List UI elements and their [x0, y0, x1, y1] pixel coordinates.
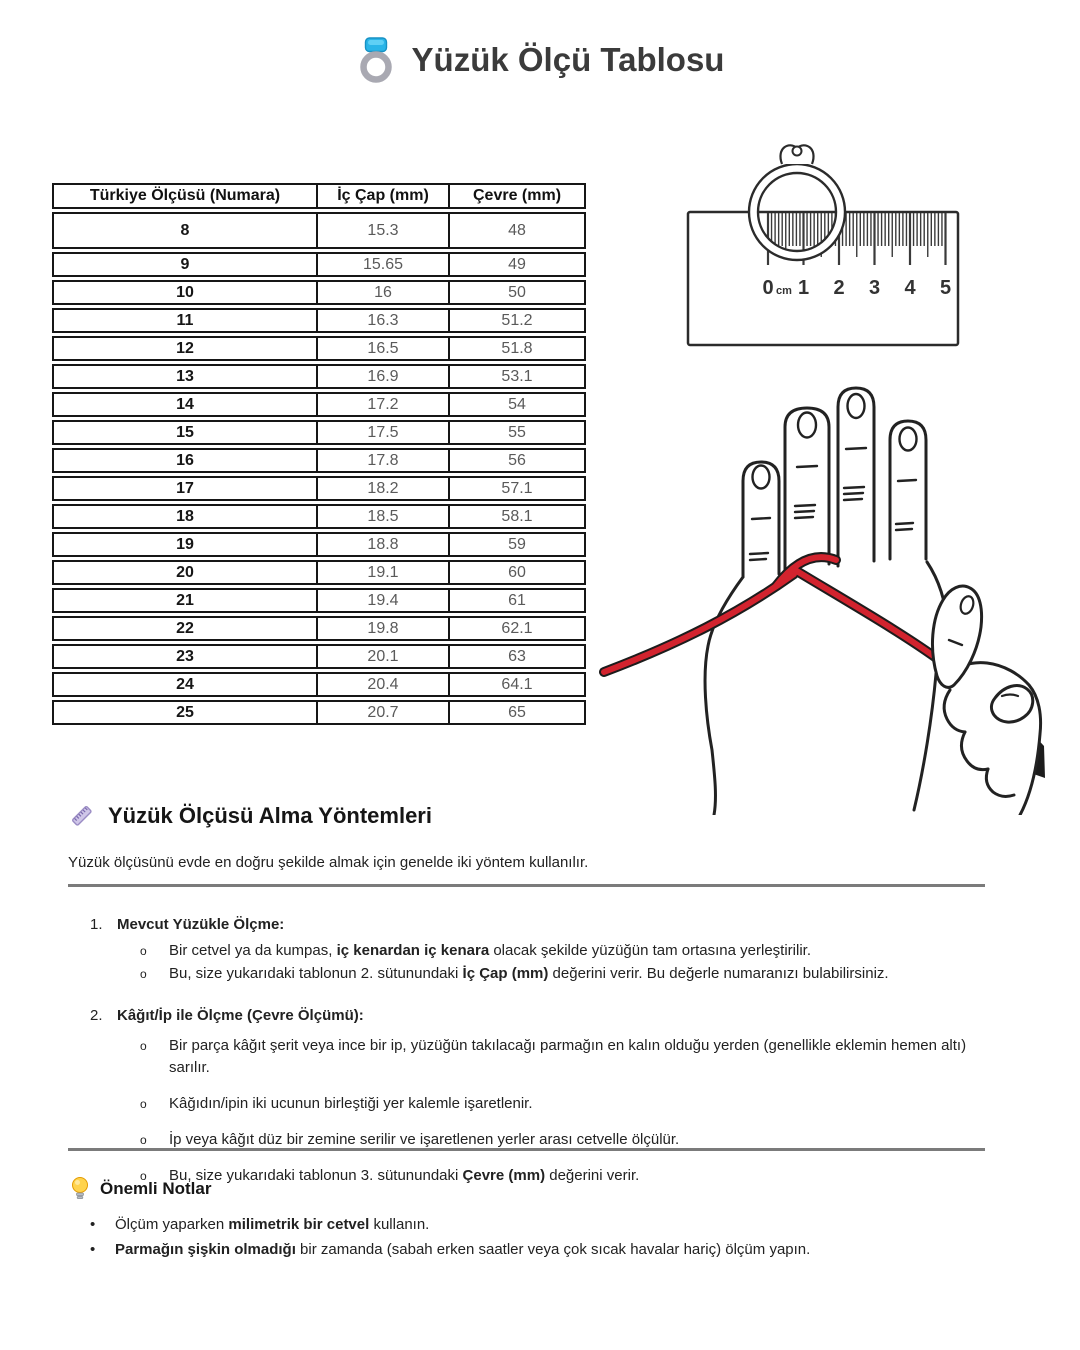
list-item: [140, 1035, 980, 1079]
list-item: [90, 1239, 980, 1261]
table-row: 19 18.8 59: [52, 532, 586, 557]
col-header-diameter: İç Çap (mm): [318, 183, 450, 209]
ruler-label-1: 1: [797, 277, 810, 299]
table-row: 13 16.9 53.1: [52, 364, 586, 389]
bullet-marker: o: [140, 1133, 147, 1147]
ruler-label-4: 4: [904, 277, 916, 299]
ruler-label-5: 5: [939, 277, 952, 299]
item-bullets: [140, 940, 980, 985]
size-table-body: [52, 212, 586, 725]
methods-intro: Yüzük ölçüsünü evde en doğru şekilde almak için genelde iki yöntem kullanılır.: [68, 854, 589, 871]
table-row: 16 17.8 56: [52, 448, 586, 473]
ruler-label-2: 2: [833, 277, 845, 299]
list-item: [140, 963, 980, 985]
item-bullets: [140, 1035, 980, 1187]
bullet-marker: o: [140, 1097, 147, 1111]
page-title: Yüzük Ölçü Tablosu: [411, 40, 725, 78]
table-row: 25 20.7 65: [52, 700, 586, 725]
table-row: 10 16 50: [52, 280, 586, 305]
page-title-row: [0, 36, 1080, 83]
divider: [68, 1148, 985, 1151]
bullet-text: Ölçüm yaparken milimetrik bir cetvel kullanın.: [115, 1216, 430, 1233]
table-row: 24 20.4 64.1: [52, 672, 586, 697]
bullet-text: Bu, size yukarıdaki tablonun 2. sütunundaki İç Çap (mm) değerini verir. Bu değerle numaranızı bulabilirsiniz.: [169, 965, 889, 982]
list-item: [90, 1214, 980, 1236]
methods-heading: Yüzük Ölçüsü Alma Yöntemleri: [108, 803, 432, 828]
bullet-text: Parmağın şişkin olmadığı bir zamanda (sabah erken saatler veya çok sıcak havalar hariç) ölçüm yapın.: [115, 1241, 811, 1258]
bullet-marker: •: [90, 1216, 96, 1233]
bullet-text: Kâğıdın/ipin iki ucunun birleştiği yer kalemle işaretlenir.: [169, 1095, 533, 1112]
notes-heading: Önemli Notlar: [100, 1179, 212, 1198]
methods-heading-row: [68, 802, 432, 830]
ring-size-table: [52, 180, 586, 728]
table-row: 22 19.8 62.1: [52, 616, 586, 641]
item-title: Mevcut Yüzükle Ölçme:: [117, 916, 285, 933]
notes-list: [90, 1214, 980, 1264]
ruler-unit-label: cm: [776, 285, 792, 297]
bullet-text: İp veya kâğıt düz bir zemine serilir ve işaretlenen yerler arası cetvelle ölçülür.: [169, 1131, 680, 1148]
method-item-2: [90, 1005, 980, 1187]
red-string: [604, 557, 950, 672]
item-number: 2.: [90, 1007, 103, 1024]
table-row: 20 19.1 60: [52, 560, 586, 585]
bullet-marker: o: [140, 1039, 147, 1053]
ring-icon: [356, 36, 396, 83]
bullet-text: Bu, size yukarıdaki tablonun 3. sütunundaki Çevre (mm) değerini verir.: [169, 1167, 640, 1184]
table-row: 8 15.3 48: [52, 212, 586, 249]
bullet-marker: o: [140, 944, 147, 958]
divider: [68, 884, 985, 887]
bullet-marker: o: [140, 1169, 147, 1183]
list-item: [140, 1093, 980, 1115]
notes-heading-row: [70, 1176, 211, 1202]
table-row: 17 18.2 57.1: [52, 476, 586, 501]
ring-size-table-wrap: [52, 180, 586, 728]
table-header-row: [52, 183, 586, 209]
table-row: 18 18.5 58.1: [52, 504, 586, 529]
table-row: 23 20.1 63: [52, 644, 586, 669]
method-item-1: [90, 914, 980, 985]
table-row: 15 17.5 55: [52, 420, 586, 445]
table-row: 9 15.65 49: [52, 252, 586, 277]
list-item: [140, 940, 980, 962]
table-row: 21 19.4 61: [52, 588, 586, 613]
col-header-size: Türkiye Ölçüsü (Numara): [52, 183, 318, 209]
bullet-marker: o: [140, 967, 147, 981]
col-header-circumference: Çevre (mm): [450, 183, 586, 209]
methods-list: [90, 914, 980, 1201]
bullet-marker: •: [90, 1241, 96, 1258]
ring-on-ruler-figure: [686, 136, 962, 351]
table-row: 14 17.2 54: [52, 392, 586, 417]
hand-outline: [705, 388, 947, 815]
table-row: 12 16.5 51.8: [52, 336, 586, 361]
bullet-text: Bir cetvel ya da kumpas, iç kenardan iç kenara olacak şekilde yüzüğün tam ortasına yerleştirilir.: [169, 942, 811, 959]
item-title: Kâğıt/İp ile Ölçme (Çevre Ölçümü):: [117, 1007, 364, 1024]
lightbulb-icon: [70, 1176, 90, 1202]
list-item: [140, 1165, 980, 1187]
bullet-text: Bir parça kâğıt şerit veya ince bir ip, yüzüğün takılacağı parmağın en kalın olduğu yerden (genellikle eklemin hemen altı) sarılır.: [169, 1037, 967, 1076]
ruler-label-3: 3: [868, 277, 881, 299]
item-number: 1.: [90, 916, 103, 933]
hand-string-figure: [598, 378, 1045, 815]
ring-gem: [793, 147, 802, 156]
ruler-icon: [68, 802, 96, 830]
ruler-label-0: 0: [762, 277, 774, 299]
table-row: 11 16.3 51.2: [52, 308, 586, 333]
